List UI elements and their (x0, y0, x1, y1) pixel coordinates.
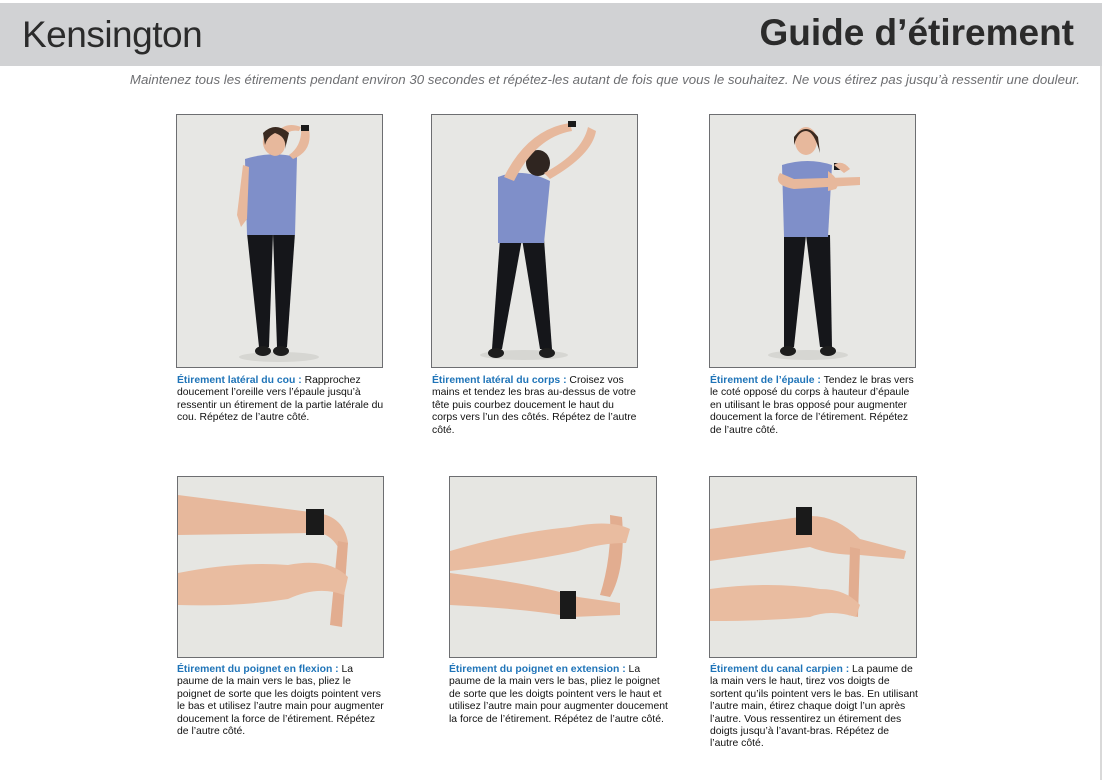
caption-body: La paume de la main vers le haut, tirez vos doigts de sortent qu’ils pointent vers le bas. En utilisant l’autre main, étirez chaque doigt l’un après l’autre. Vous ressentirez un étirement des doigts jusqu’à l’avant-bras. Répétez de l’autre côté. (710, 664, 918, 750)
header-top-rule (0, 0, 1102, 3)
caption-side-body-stretch (432, 375, 642, 437)
photo-wrist-extension (449, 476, 657, 658)
caption-body: Rapprochez doucement l’oreille vers l’épaule jusqu’à ressentir un étirement de la partie latérale du cou. Répétez de l’autre côté. (177, 375, 384, 424)
caption-title: Étirement de l’épaule : (710, 375, 821, 386)
caption-title: Étirement latéral du cou : (177, 375, 302, 386)
caption-carpal-tunnel-stretch (710, 664, 920, 751)
page-title: Guide d’étirement (759, 12, 1074, 53)
caption-body: Croisez vos mains et tendez les bras au-dessus de votre tête puis courbez doucement le haut du corps vers l’un des côtés. Répétez de l’autre côté. (432, 375, 637, 436)
caption-wrist-flexion (177, 664, 387, 738)
caption-wrist-extension (449, 664, 669, 726)
photo-wrist-flexion (177, 476, 384, 658)
intro-text: Maintenez tous les étirements pendant environ 30 secondes et répétez-les autant de fois que vous le souhaitez. Ne vous étirez pas jusqu’à ressentir une douleur. (129, 72, 1080, 87)
brand-logo: Kensington (22, 14, 203, 55)
photo-carpal-tunnel-stretch (709, 476, 917, 658)
caption-body: La paume de la main vers le bas, pliez le poignet de sorte que les doigts pointent vers le haut et utilisez l’autre main pour augmenter doucement la force de l’étirement. Répétez de l’autre côté. (449, 664, 668, 725)
caption-title: Étirement du poignet en extension : (449, 664, 626, 675)
caption-title: Étirement latéral du corps : (432, 375, 567, 386)
header-band (0, 0, 1102, 66)
photo-shoulder-stretch (709, 114, 916, 368)
caption-body: Tendez le bras vers le coté opposé du corps à hauteur d’épaule en utilisant le bras opposé pour augmenter doucement la force de l’étirement. Répétez de l’autre côté. (710, 375, 914, 436)
caption-title: Étirement du canal carpien : (710, 664, 850, 675)
photo-neck-stretch (176, 114, 383, 368)
caption-body: La paume de la main vers le bas, pliez le poignet de sorte que les doigts pointent vers le bas et utilisez l’autre main pour augmenter doucement la force de l’étirement. Répétez de l’autre côté. (177, 664, 384, 738)
caption-title: Étirement du poignet en flexion : (177, 664, 339, 675)
caption-shoulder-stretch (710, 375, 915, 437)
photo-side-body-stretch (431, 114, 638, 368)
caption-neck-stretch (177, 375, 387, 425)
